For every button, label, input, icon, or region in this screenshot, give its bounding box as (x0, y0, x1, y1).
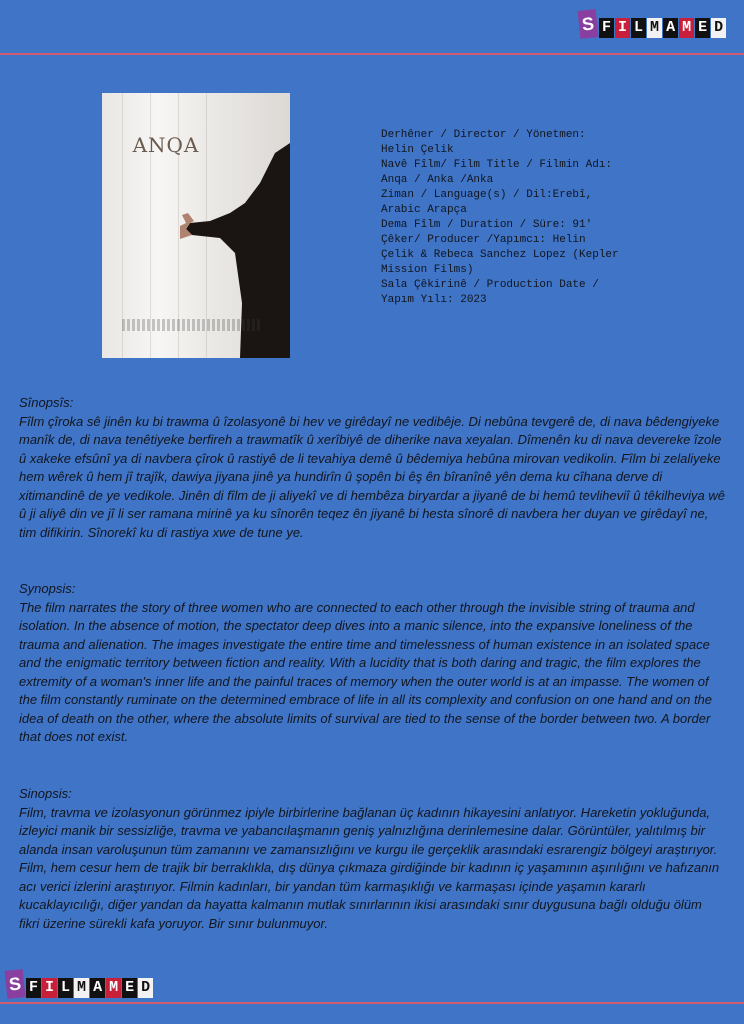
synopsis-heading: Synopsis: (19, 581, 76, 596)
logo-letter: E (122, 978, 137, 998)
logo-letter: I (42, 978, 57, 998)
logo-letter: M (106, 978, 121, 998)
logo-letter: D (138, 978, 153, 998)
poster-title: ANQA (132, 133, 200, 157)
synopsis-text: The film narrates the story of three women who are connected to each other through the invisible string of trauma and isolation. In the absence of motion, the spectator deep dives into a manic silence, into the expansive loneliness of the trauma and alienation. The images investigate the entire time and timelessness of human existence in an isolated space and the enigmatic territory between fiction and reality. With a lucidity that is both daring and tragic, the film explores the extremity of a woman's inner life and the painful traces of memory when the outer world is at an impasse. The women of the film constantly ruminate on the determined embrace of life in all its complexity and confusion on one hand and on the idea of death on the other, where the absolute limits of survival are tied to the sense of the border between two. A border that does not exist. (19, 599, 713, 744)
credit-line: Helin Çelik (381, 144, 454, 156)
synopsis-heading: Sinopsis: (19, 786, 72, 801)
logo-letter: L (631, 18, 646, 38)
credit-line: Sala Çêkirinê / Production Date / (381, 279, 599, 291)
synopsis-text: Film, travma ve izolasyonun görünmez ipiyle birbirlerine bağlanan üç kadının hikayesini anlatıyor. Hareketin yokluğunda, izleyici manik bir sessizliğe, travma ve yabancılaşmanın geniş yalnızlığına derinlemesine dalar. Görüntüler, yalıtılmış bir alanda insan varoluşunun tüm zamanını ve zamansızlığını ve kurgu ile gerçeklik arasındaki esrarengiz bölgeyi araştırıyor. Film, hem cesur hem de trajik bir berraklıkla, dış dünya çıkmaza girdiğinde bir kadının iç yaşamının aşırılığını ve hafızanın acı verici izlerini araştırıyor. Filmin kadınları, bir yandan tüm karmaşıklığı ve karmaşası içinde yaşamın kararlı kucaklayıcılığı, diğer yandan da hayatta kalmanın mutlak sınırlarının ikisi arasındaki sınır duygusuna bağlı olduğu ölüm fikri üzerine sürekli kafa yoruyor. Bir sınır bulunmuyor. (19, 804, 720, 931)
filmamed-logo-top (579, 10, 727, 38)
film-credits (381, 128, 681, 308)
logo-mark-icon: S (578, 9, 599, 39)
logo-letter: L (58, 978, 73, 998)
filmamed-logo-bottom (6, 970, 154, 998)
synopsis-text: Fîlm çîroka sê jinên ku bi trawma û îzolasyonê bi hev ve girêdayî ne vedibêje. Di nebûna tevgerê de, di nava bêdengiyeke manîk de, di nava tenêtiyeke berfireh a trawmatîk û xerîbiyê de diherike nava xeyalan. Dîmenên ku di nava devereke îzole û xakeke efsûnî ya di navbera çîrok û rastiyê de li tevahiya demê û bêdemiya hebûna mirovan vedikolin. Fîlm bi zelaliyeke hem wêrek û hem jî trajîk, dawiya jiyana jinê ya hundirîn û şopên bi êş ên bîranînê yên dema ku cîhana derve di xitimandinê de ye vedikole. Jinên di fîlm de ji aliyekî ve di hembêza biryardar a jiyanê de bi hemû tevliheviî û têkilheviya wê û ji aliyê din ve jî li ser ramana mirinê ya ku sînorên teqez ên jiyanê bi hesta sînorê di navbera her duyan ve girêdayî ne, tim difikirin. Sînorekî ku di rastiya xwe de tune ye. (19, 413, 725, 540)
logo-letter: M (74, 978, 89, 998)
logo-letter: I (615, 18, 630, 38)
logo-letter: M (647, 18, 662, 38)
credit-line: Dema Fîlm / Duration / Süre: 91' (381, 219, 593, 231)
top-divider (0, 53, 744, 55)
credit-line: Anqa / Anka /Anka (381, 174, 494, 186)
credit-line: Derhêner / Director / Yönetmen: (381, 129, 586, 141)
logo-letter: F (26, 978, 41, 998)
logo-letter: D (711, 18, 726, 38)
film-poster (102, 93, 290, 358)
logo-letter: A (663, 18, 678, 38)
credit-line: Mission Films) (381, 264, 474, 276)
credit-line: Navê Fîlm/ Film Title / Filmin Adı: (381, 159, 613, 171)
logo-letter: M (679, 18, 694, 38)
credit-line: Çelik & Rebeca Sanchez Lopez (Kepler (381, 249, 619, 261)
credit-line: Yapım Yılı: 2023 (381, 294, 487, 306)
poster-credits (122, 319, 260, 331)
synopsis-english (19, 580, 725, 747)
logo-letter: A (90, 978, 105, 998)
credit-line: Ziman / Language(s) / Dil:Erebî, (381, 189, 593, 201)
credit-line: Çêker/ Producer /Yapımcı: Helin (381, 234, 586, 246)
credit-line: Arabic Arapça (381, 204, 467, 216)
synopsis-heading: Sînopsîs: (19, 395, 74, 410)
synopsis-kurdish (19, 394, 725, 542)
bottom-divider (0, 1002, 744, 1004)
logo-letter: E (695, 18, 710, 38)
logo-letter: F (599, 18, 614, 38)
logo-mark-icon: S (5, 969, 26, 999)
synopsis-turkish (19, 785, 725, 933)
